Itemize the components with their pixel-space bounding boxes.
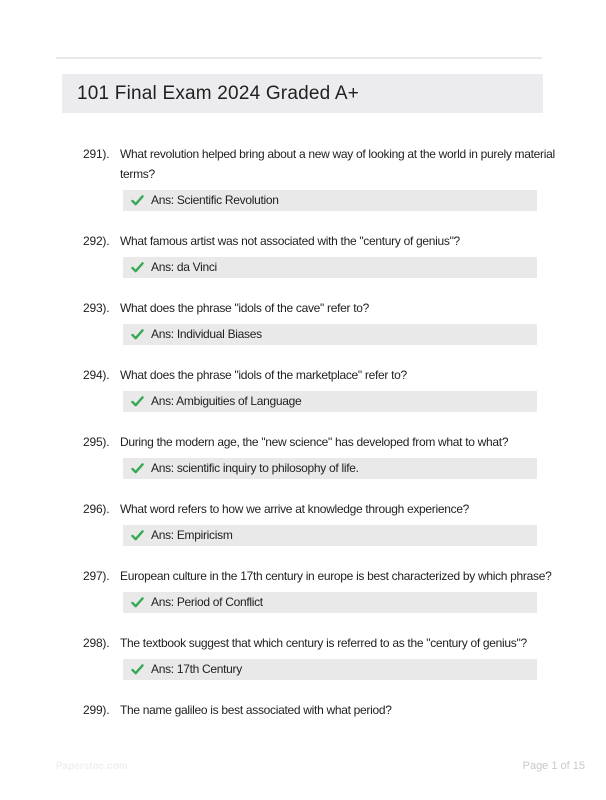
- check-icon: [131, 463, 144, 474]
- question-body: [120, 499, 560, 546]
- answer-text: Ans: Individual Biases: [151, 327, 262, 341]
- answer-text: Ans: Scientific Revolution: [151, 193, 279, 207]
- header-divider: [56, 57, 542, 59]
- qa-item: [0, 432, 606, 479]
- answer-text: Ans: Period of Conflict: [151, 595, 263, 609]
- question-text: European culture in the 17th century in europe is best characterized by which phrase?: [120, 569, 552, 583]
- check-icon: [131, 195, 144, 206]
- question-body: [120, 231, 560, 278]
- answer-text: Ans: da Vinci: [151, 260, 217, 274]
- answer-box: [123, 257, 537, 278]
- question-text: The textbook suggest that which century is referred to as the "century of genius"?: [120, 636, 527, 650]
- question-body: [120, 365, 560, 412]
- question-text: During the modern age, the "new science" has developed from what to what?: [120, 435, 509, 449]
- answer-text: Ans: 17th Century: [151, 662, 242, 676]
- question-number: 293).: [83, 301, 110, 315]
- question-number: 291).: [83, 147, 110, 161]
- page-number: Page 1 of 15: [522, 760, 585, 772]
- question-number: 296).: [83, 502, 110, 516]
- answer-box: [123, 324, 537, 345]
- question-text: What does the phrase "idols of the marketplace" refer to?: [120, 368, 407, 382]
- check-icon: [131, 597, 144, 608]
- qa-item: [0, 298, 606, 345]
- qa-item: [0, 566, 606, 613]
- question-text: What word refers to how we arrive at knowledge through experience?: [120, 502, 470, 516]
- answer-box: [123, 190, 537, 211]
- check-icon: [131, 530, 144, 541]
- check-icon: [131, 262, 144, 273]
- answer-box: [123, 525, 537, 546]
- question-body: [120, 144, 560, 211]
- check-icon: [131, 329, 144, 340]
- question-list: [0, 144, 606, 740]
- answer-text: Ans: Ambiguities of Language: [151, 394, 302, 408]
- answer-box: [123, 458, 537, 479]
- question-number: 295).: [83, 435, 110, 449]
- question-text: What does the phrase "idols of the cave" refer to?: [120, 301, 370, 315]
- answer-box: [123, 391, 537, 412]
- qa-item: [0, 633, 606, 680]
- question-body: [120, 432, 560, 479]
- question-text: What famous artist was not associated with the "century of genius"?: [120, 234, 460, 248]
- question-number: 292).: [83, 234, 110, 248]
- answer-text: Ans: scientific inquiry to philosophy of life.: [151, 461, 359, 475]
- answer-box: [123, 592, 537, 613]
- qa-item: [0, 144, 606, 211]
- question-body: [120, 633, 560, 680]
- qa-item: [0, 499, 606, 546]
- question-body: [120, 700, 560, 720]
- qa-item: [0, 365, 606, 412]
- question-number: 298).: [83, 636, 110, 650]
- question-body: [120, 566, 560, 613]
- document-title-bar: [62, 74, 543, 113]
- question-body: [120, 298, 560, 345]
- question-number: 299).: [83, 703, 110, 717]
- page-footer: [56, 760, 585, 772]
- question-text: What revolution helped bring about a new way of looking at the world in purely material terms?: [120, 147, 555, 181]
- check-icon: [131, 396, 144, 407]
- check-icon: [131, 664, 144, 675]
- qa-item: [0, 231, 606, 278]
- question-number: 294).: [83, 368, 110, 382]
- answer-box: [123, 659, 537, 680]
- qa-item: [0, 700, 606, 720]
- question-text: The name galileo is best associated with what period?: [120, 703, 392, 717]
- answer-text: Ans: Empiricism: [151, 528, 233, 542]
- page-title: 101 Final Exam 2024 Graded A+: [77, 82, 360, 104]
- watermark-link[interactable]: Paperstoc.com: [56, 761, 128, 772]
- question-number: 297).: [83, 569, 110, 583]
